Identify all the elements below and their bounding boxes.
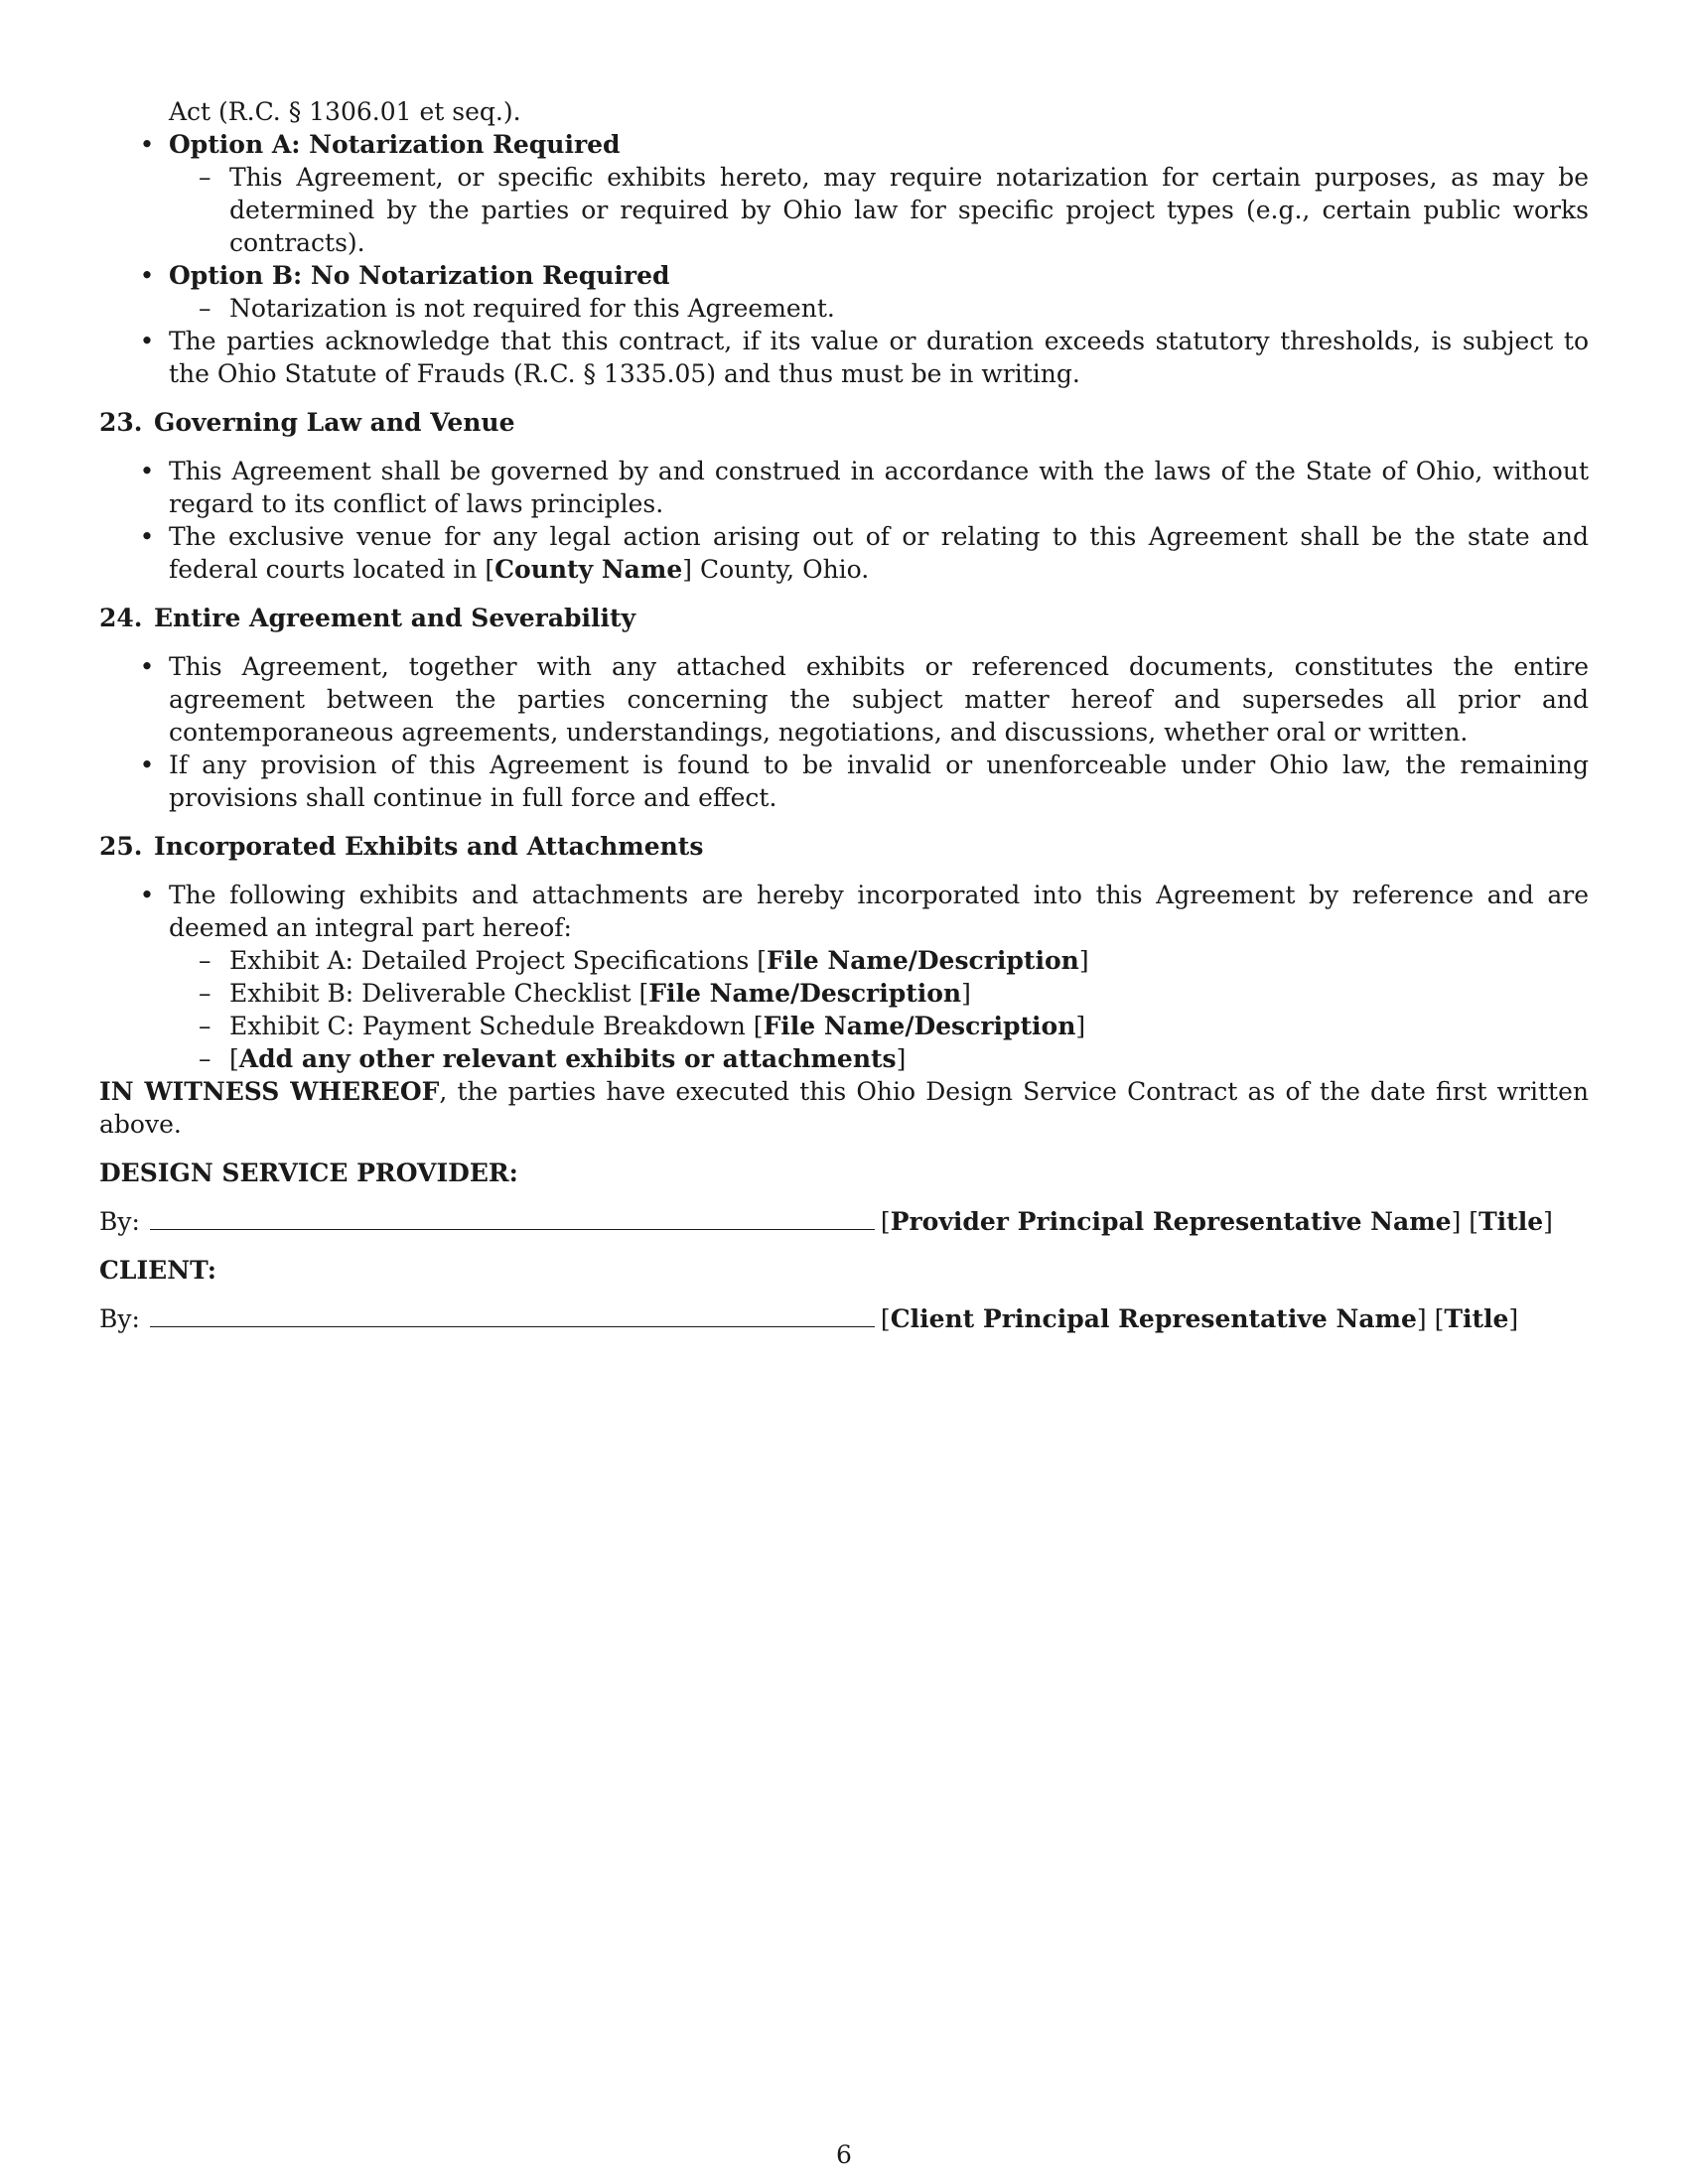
section-heading-25 xyxy=(99,830,1589,863)
by-label: By: xyxy=(99,1207,140,1236)
venue-text-end: ] County, Ohio. xyxy=(682,555,870,584)
section-heading-24 xyxy=(99,602,1589,634)
section-number: 24. xyxy=(99,604,143,632)
bullet-icon: • xyxy=(139,261,155,290)
bullet-icon: • xyxy=(139,327,155,355)
exhibit-label: Exhibit C: Payment Schedule Breakdown xyxy=(229,1012,746,1040)
list-item xyxy=(99,520,1589,586)
client-name-placeholder: Client Principal Representative Name xyxy=(890,1304,1417,1333)
governing-law-text: This Agreement shall be governed by and construed in accordance with the laws of the State of Ohio, without regard to its conflict of laws principles. xyxy=(169,457,1589,518)
bullet-icon: • xyxy=(139,881,155,909)
provider-name-placeholder: Provider Principal Representative Name xyxy=(890,1207,1452,1236)
dash-icon: – xyxy=(199,979,211,1008)
exhibits-list xyxy=(169,944,1589,1075)
venue-text: The exclusive venue for any legal action arising out of or relating to this Agreement shall be the state and federal courts located in [ xyxy=(169,522,1589,584)
client-heading: CLIENT: xyxy=(99,1256,217,1285)
severability-text: If any provision of this Agreement is found to be invalid or unenforceable under Ohio law, the remaining provisions shall continue in full force and effect. xyxy=(169,751,1589,812)
provider-signature-field[interactable] xyxy=(150,1205,875,1230)
document-page xyxy=(99,95,1589,1351)
sub-list xyxy=(169,292,1589,325)
bullet-icon: • xyxy=(139,130,155,159)
sub-list xyxy=(169,161,1589,259)
section-title: Entire Agreement and Severability xyxy=(154,604,636,632)
bullet-icon: • xyxy=(139,652,155,681)
option-b-text: Notarization is not required for this Agreement. xyxy=(229,294,835,323)
list-item xyxy=(99,325,1589,390)
by-label: By: xyxy=(99,1304,140,1333)
client-signature-line: By: [Client Principal Representative Name] [Title] xyxy=(99,1304,1519,1333)
list-item xyxy=(99,650,1589,749)
client-title-placeholder: Title xyxy=(1444,1304,1509,1333)
other-exhibits-placeholder: Add any other relevant exhibits or attachments xyxy=(238,1044,897,1073)
exhibit-item: – Exhibit B: Deliverable Checklist [File Name/Description] xyxy=(199,979,971,1008)
entire-agreement-text: This Agreement, together with any attached exhibits or referenced documents, constitutes the entire agreement between the parties concerning the subject matter hereof and supersedes all prior and contemporaneous agreements, understandings, negotiations, and discussions, whether oral or written. xyxy=(169,652,1589,747)
dash-icon: – xyxy=(199,1012,211,1040)
section-24-list xyxy=(99,650,1589,814)
bullet-icon: • xyxy=(139,522,155,551)
continuation-text: Act (R.C. § 1306.01 et seq.). xyxy=(169,97,521,126)
section-heading-23 xyxy=(99,406,1589,439)
dash-icon: – xyxy=(199,294,211,323)
notarization-list xyxy=(99,128,1589,390)
list-item xyxy=(99,749,1589,814)
section-23-list xyxy=(99,455,1589,586)
sub-list-item xyxy=(169,292,1589,325)
option-a-text: This Agreement, or specific exhibits hereto, may require notarization for certain purposes, as may be determined by the parties or required by Ohio law for specific project types (e.g., certain public works contracts). xyxy=(229,163,1589,257)
list-item xyxy=(99,879,1589,1075)
exhibit-item: – Exhibit C: Payment Schedule Breakdown [File Name/Description] xyxy=(199,1012,1086,1040)
section-title: Incorporated Exhibits and Attachments xyxy=(154,832,704,861)
option-a-title: Option A: Notarization Required xyxy=(169,130,621,159)
list-item xyxy=(99,128,1589,259)
client-signature-field[interactable] xyxy=(150,1302,875,1327)
exhibit-item: – [Add any other relevant exhibits or attachments] xyxy=(199,1044,907,1073)
section-number: 25. xyxy=(99,832,143,861)
witness-clause xyxy=(99,1075,1589,1141)
exhibit-placeholder: File Name/Description xyxy=(763,1012,1076,1040)
sub-list-item xyxy=(169,161,1589,259)
witness-text: , the parties have executed this Ohio Design Service Contract as of the date first written above. xyxy=(99,1077,1589,1139)
exhibits-intro-text: The following exhibits and attachments are hereby incorporated into this Agreement by reference and are deemed an integral part hereof: xyxy=(169,881,1589,942)
provider-heading: DESIGN SERVICE PROVIDER: xyxy=(99,1159,518,1187)
list-item xyxy=(99,259,1589,325)
bullet-icon: • xyxy=(139,751,155,779)
bullet-icon: • xyxy=(139,457,155,485)
dash-icon: – xyxy=(199,1044,211,1073)
exhibit-placeholder: File Name/Description xyxy=(648,979,962,1008)
dash-icon: – xyxy=(199,946,211,975)
list-item xyxy=(99,455,1589,520)
exhibit-label: Exhibit A: Detailed Project Specifications xyxy=(229,946,750,975)
section-number: 23. xyxy=(99,408,143,437)
witness-heading: IN WITNESS WHEREOF xyxy=(99,1077,440,1106)
statute-of-frauds-text: The parties acknowledge that this contract, if its value or duration exceeds statutory thresholds, is subject to the Ohio Statute of Frauds (R.C. § 1335.05) and thus must be in writing. xyxy=(169,327,1589,388)
provider-title-placeholder: Title xyxy=(1478,1207,1544,1236)
section-title: Governing Law and Venue xyxy=(154,408,515,437)
county-name-placeholder: County Name xyxy=(494,555,683,584)
exhibit-label: Exhibit B: Deliverable Checklist xyxy=(229,979,632,1008)
option-b-title: Option B: No Notarization Required xyxy=(169,261,670,290)
dash-icon: – xyxy=(199,163,211,192)
exhibit-placeholder: File Name/Description xyxy=(766,946,1079,975)
provider-signature-line: By: [Provider Principal Representative Name] [Title] xyxy=(99,1207,1553,1236)
section-25-list xyxy=(99,879,1589,1075)
exhibit-item: – Exhibit A: Detailed Project Specifications [File Name/Description] xyxy=(199,946,1089,975)
page-number: 6 xyxy=(836,2140,852,2169)
